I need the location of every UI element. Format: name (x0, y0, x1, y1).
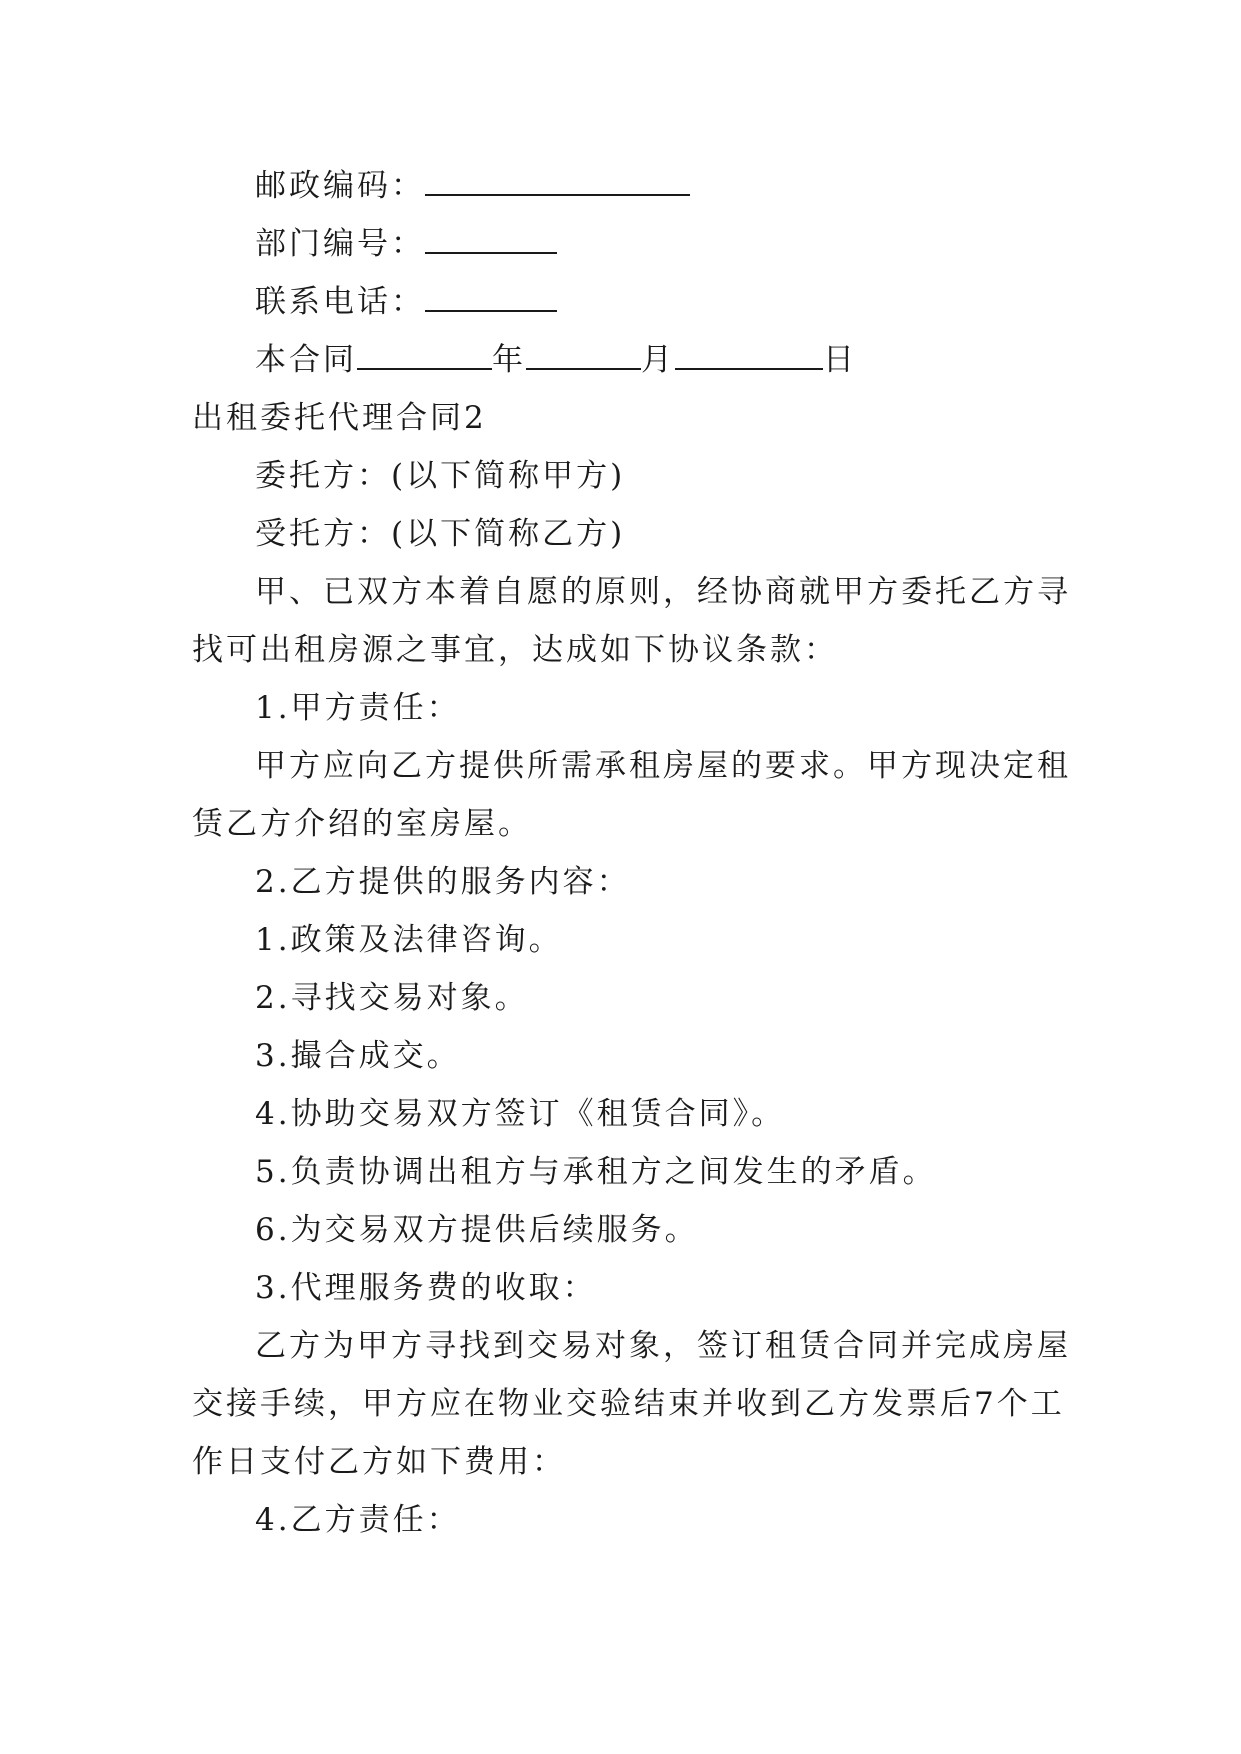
postal-code-label: 邮政编码： (255, 168, 425, 204)
year-label: 年 (492, 342, 526, 378)
contract-date-row (255, 340, 857, 380)
clause-1-line-2: 赁乙方介绍的室房屋。 (192, 806, 532, 842)
clause-2-item: 6.为交易双方提供后续服务。 (255, 1212, 699, 1248)
postal-code-blank (425, 166, 690, 196)
clause-2-item: 1.政策及法律咨询。 (255, 922, 563, 958)
department-no-label: 部门编号： (255, 226, 425, 262)
day-blank (675, 340, 823, 370)
agent-party: 受托方：(以下简称乙方) (255, 516, 626, 552)
section-title: 出租委托代理合同2 (192, 400, 487, 436)
clause-1-heading: 1.甲方责任： (255, 690, 461, 726)
clause-2-item: 5.负责协调出租方与承租方之间发生的矛盾。 (255, 1154, 937, 1190)
principal-party: 委托方：(以下简称甲方) (255, 458, 626, 494)
clause-3-line-2: 交接手续，甲方应在物业交验结束并收到乙方发票后7个工 (192, 1386, 1065, 1422)
day-label: 日 (823, 342, 857, 378)
clause-2-heading: 2.乙方提供的服务内容： (255, 864, 631, 900)
postal-code-row (255, 166, 690, 206)
clause-2-item: 3.撮合成交。 (255, 1038, 461, 1074)
clause-2-item: 2.寻找交易对象。 (255, 980, 529, 1016)
clause-1-line-1: 甲方应向乙方提供所需承租房屋的要求。甲方现决定租 (255, 748, 1071, 784)
phone-blank (425, 282, 557, 312)
intro-line-1: 甲、已双方本着自愿的原则，经协商就甲方委托乙方寻 (255, 574, 1071, 610)
clause-3-heading: 3.代理服务费的收取： (255, 1270, 597, 1306)
clause-3-line-1: 乙方为甲方寻找到交易对象，签订租赁合同并完成房屋 (255, 1328, 1071, 1364)
clause-4-heading: 4.乙方责任： (255, 1502, 461, 1538)
year-blank (357, 340, 492, 370)
clause-2-item: 4.协助交易双方签订《租赁合同》。 (255, 1096, 786, 1132)
phone-row (255, 282, 557, 322)
month-blank (526, 340, 641, 370)
month-label: 月 (641, 342, 675, 378)
clause-3-line-3: 作日支付乙方如下费用： (192, 1444, 566, 1480)
intro-line-2: 找可出租房源之事宜，达成如下协议条款： (192, 632, 838, 668)
phone-label: 联系电话： (255, 284, 425, 320)
date-prefix: 本合同 (255, 342, 357, 378)
department-no-blank (425, 224, 557, 254)
department-no-row (255, 224, 557, 264)
